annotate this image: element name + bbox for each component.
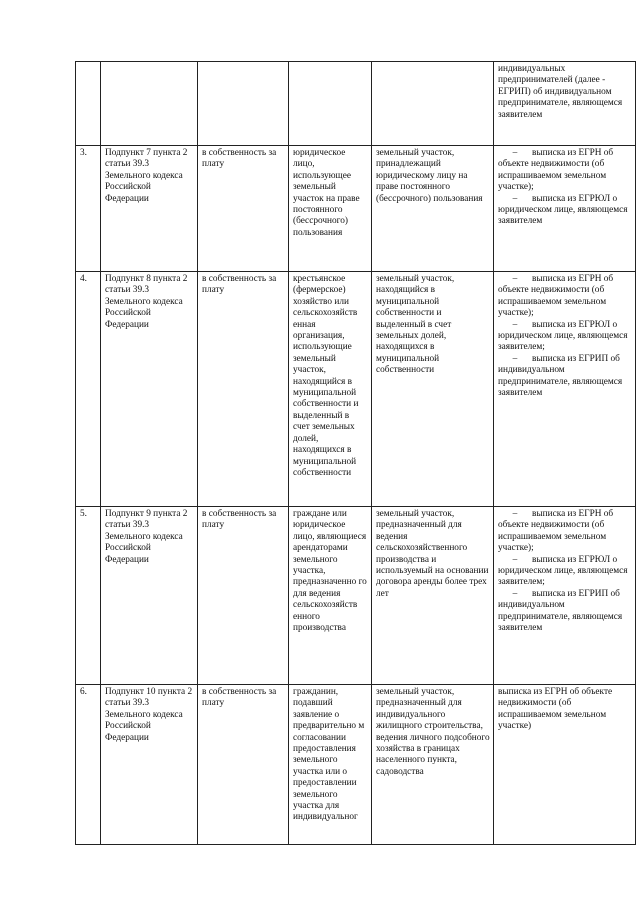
document-item bbox=[498, 320, 632, 354]
dash-marker: – bbox=[512, 588, 518, 599]
row-number: 5. bbox=[76, 507, 101, 685]
applicant-cell: юридическое лицо, использующее земельный участок на праве постоянного (бессрочного) пользования bbox=[289, 146, 372, 272]
applicant-cell bbox=[289, 62, 372, 146]
land-plot-cell: земельный участок, предназначенный для ведения сельскохозяйственного производства и используемый на основании договора аренды более трех лет bbox=[372, 507, 494, 685]
row-number bbox=[76, 62, 101, 146]
applicant-cell: гражданин, подавший заявление о предварительно м согласовании предоставления земельного участка или о предоставлении земельного участка для индивидуальног bbox=[289, 685, 372, 845]
documents-cell bbox=[494, 146, 636, 272]
applicant-cell: граждане или юридическое лицо, являющиеся арендаторами земельного участка, предназначенно го для ведения сельскохозяйств енного производства bbox=[289, 507, 372, 685]
legal-basis-cell: Подпункт 7 пункта 2 статьи 39.3 Земельного кодекса Российской Федерации bbox=[101, 146, 198, 272]
document-text: выписка из ЕГРЮЛ о юридическом лице, являющемся заявителем; bbox=[498, 554, 628, 588]
document-text: выписка из ЕГРН об объекте недвижимости (об испрашиваемом земельном участке); bbox=[498, 148, 614, 193]
document-item bbox=[498, 555, 632, 589]
document-text: выписка из ЕГРЮЛ о юридическом лице, являющемся заявителем bbox=[498, 193, 628, 227]
land-plot-cell bbox=[372, 62, 494, 146]
dash-marker: – bbox=[512, 148, 518, 158]
document-text: выписка из ЕГРН об объекте недвижимости (об испрашиваемом земельном участке); bbox=[498, 509, 614, 554]
document-table bbox=[75, 61, 636, 845]
table-row bbox=[76, 507, 636, 685]
document-text: выписка из ЕГРИП об индивидуальном предпринимателе, являющемся заявителем bbox=[498, 353, 623, 399]
table-row bbox=[76, 685, 636, 845]
document-item bbox=[498, 687, 632, 733]
land-plot-cell: земельный участок, находящийся в муниципальной собственности и выделенный в счет земельных долей, находящихся в муниципальной собственности bbox=[372, 272, 494, 507]
document-text: индивидуальных предпринимателей (далее - ЕГРИП) об индивидуальном предпринимателе, являющемся заявителем bbox=[498, 64, 623, 120]
applicant-cell: крестьянское (фермерское) хозяйство или сельскохозяйств енная организация, использующие земельный участок, находящийся в муниципальной собственности и выделенный в счет земельных долей, находящихся в муниципальной собственности bbox=[289, 272, 372, 507]
legal-basis-cell bbox=[101, 62, 198, 146]
land-plot-cell: земельный участок, принадлежащий юридическому лицу на праве постоянного (бессрочного) пользования bbox=[372, 146, 494, 272]
documents-cell bbox=[494, 272, 636, 507]
row-number: 6. bbox=[76, 685, 101, 845]
right-type-cell: в собственность за плату bbox=[198, 272, 289, 507]
legal-basis-cell: Подпункт 9 пункта 2 статьи 39.3 Земельного кодекса Российской Федерации bbox=[101, 507, 198, 685]
documents-cell bbox=[494, 685, 636, 845]
row-number: 4. bbox=[76, 272, 101, 507]
legal-basis-cell: Подпункт 10 пункта 2 статьи 39.3 Земельного кодекса Российской Федерации bbox=[101, 685, 198, 845]
dash-marker: – bbox=[512, 319, 518, 330]
document-item bbox=[498, 274, 632, 320]
dash-marker: – bbox=[512, 274, 518, 284]
document-item bbox=[498, 354, 632, 400]
right-type-cell bbox=[198, 62, 289, 146]
right-type-cell: в собственность за плату bbox=[198, 685, 289, 845]
document-text: выписка из ЕГРИП об индивидуальном предпринимателе, являющемся заявителем bbox=[498, 588, 623, 634]
right-type-cell: в собственность за плату bbox=[198, 146, 289, 272]
document-text: выписка из ЕГРН об объекте недвижимости (об испрашиваемом земельном участке) bbox=[498, 687, 613, 732]
document-text: выписка из ЕГРЮЛ о юридическом лице, являющемся заявителем; bbox=[498, 319, 628, 353]
land-plot-cell: земельный участок, предназначенный для индивидуального жилищного строительства, ведения личного подсобного хозяйства в границах населенного пункта, садоводства bbox=[372, 685, 494, 845]
legal-basis-cell: Подпункт 8 пункта 2 статьи 39.3 Земельного кодекса Российской Федерации bbox=[101, 272, 198, 507]
table-row bbox=[76, 62, 636, 146]
documents-cell bbox=[494, 507, 636, 685]
dash-marker: – bbox=[512, 193, 518, 204]
document-item bbox=[498, 194, 632, 228]
dash-marker: – bbox=[512, 554, 518, 565]
right-type-cell: в собственность за плату bbox=[198, 507, 289, 685]
document-text: выписка из ЕГРН об объекте недвижимости (об испрашиваемом земельном участке); bbox=[498, 274, 614, 319]
document-item bbox=[498, 509, 632, 555]
documents-cell bbox=[494, 62, 636, 146]
document-item bbox=[498, 148, 632, 194]
table-row bbox=[76, 272, 636, 507]
dash-marker: – bbox=[512, 509, 518, 519]
row-number: 3. bbox=[76, 146, 101, 272]
document-item bbox=[498, 589, 632, 635]
table-row bbox=[76, 146, 636, 272]
dash-marker: – bbox=[512, 353, 518, 364]
document-item bbox=[498, 64, 632, 121]
